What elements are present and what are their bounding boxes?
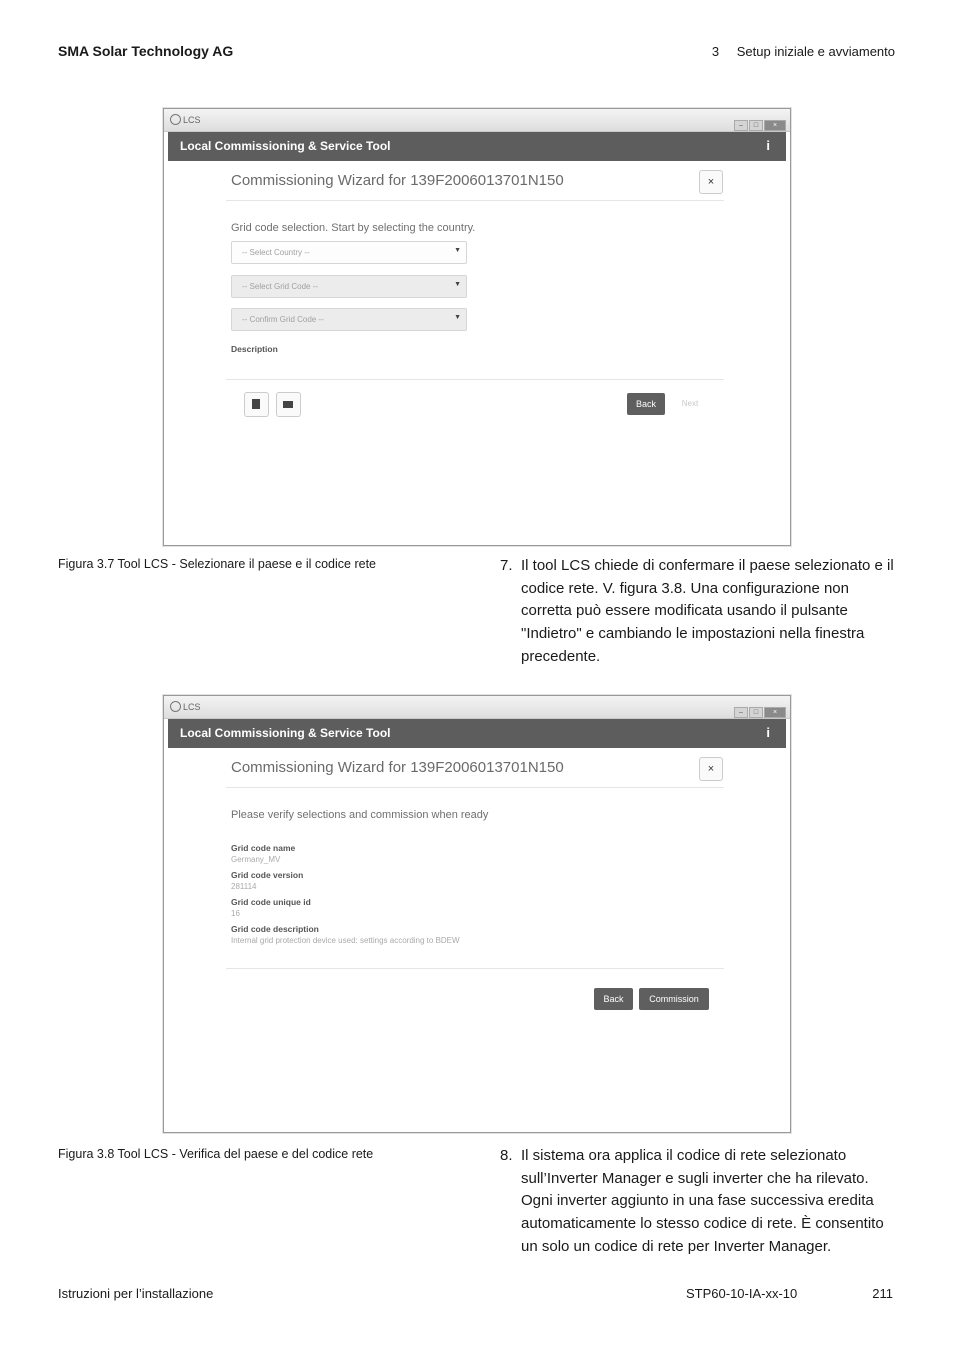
confirm-grid-code-label: -- Confirm Grid Code --	[242, 315, 324, 324]
info-icon[interactable]: i	[766, 725, 770, 740]
description-label: Description	[231, 344, 278, 354]
wizard-title: Commissioning Wizard for 139F2006013701N150	[231, 172, 564, 189]
chevron-down-icon: ▼	[454, 314, 461, 321]
grid-code-version-label: Grid code version	[231, 870, 304, 880]
app-header	[168, 132, 786, 161]
chevron-down-icon: ▼	[454, 281, 461, 288]
lcs-screenshot-country-selection	[163, 108, 791, 546]
grid-code-id-label: Grid code unique id	[231, 897, 311, 907]
grid-code-description-value: Internal grid protection device used: settings according to BDEW	[231, 936, 460, 945]
wizard-title: Commissioning Wizard for 139F2006013701N150	[231, 759, 564, 776]
back-button[interactable]: Back	[594, 988, 633, 1010]
confirm-grid-code-select[interactable]	[231, 308, 467, 331]
chapter-heading	[712, 44, 895, 59]
chapter-title: Setup iniziale e avviamento	[736, 44, 895, 59]
app-header	[168, 719, 786, 748]
divider	[226, 200, 724, 201]
file-icon	[252, 399, 260, 409]
folder-icon	[283, 401, 293, 408]
divider	[226, 787, 724, 788]
window-controls	[733, 114, 786, 132]
verify-prompt: Please verify selections and commission when ready	[231, 809, 489, 821]
footer-document-code: STP60-10-IA-xx-10	[686, 1286, 798, 1301]
company-name: SMA Solar Technology AG	[58, 43, 234, 59]
window-title: LCS	[183, 702, 201, 712]
step-text: Il tool LCS chiede di confermare il paese selezionato e il codice rete. V. figura 3.8. Una configurazione non corretta può essere modificata usando il pulsante "Indietro" e cambiando le impostazioni nella finestra precedente.	[521, 557, 894, 665]
back-button[interactable]: Back	[627, 393, 665, 415]
figure-caption-3-8: Figura 3.8 Tool LCS - Verifica del paese e del codice rete	[58, 1147, 374, 1161]
chevron-down-icon: ▼	[454, 247, 461, 254]
window-logo	[170, 701, 201, 712]
minimize-icon[interactable]: –	[734, 707, 748, 718]
grid-code-select-label: -- Select Grid Code --	[242, 282, 319, 291]
window-title: LCS	[183, 115, 201, 125]
folder-button[interactable]	[276, 392, 301, 417]
step-8	[500, 1145, 900, 1259]
file-button[interactable]	[244, 392, 269, 417]
divider	[226, 968, 724, 969]
window-logo	[170, 114, 201, 125]
grid-code-prompt: Grid code selection. Start by selecting the country.	[231, 222, 476, 234]
step-text: Il sistema ora applica il codice di rete selezionato sull’Inverter Manager e sugli inverter che ha rilevato. Ogni inverter aggiunto in una fase successiva eredita automaticamente lo stesso codice di rete. È consentito un solo un codice di rete per Inverter Manager.	[521, 1147, 884, 1255]
step-7	[500, 555, 900, 669]
window-controls	[733, 701, 786, 719]
maximize-icon[interactable]: □	[749, 707, 763, 718]
country-select-label: -- Select Country --	[242, 248, 310, 257]
footer-document-type: Istruzioni per l’installazione	[58, 1286, 214, 1301]
figure-caption-3-7: Figura 3.7 Tool LCS - Selezionare il paese e il codice rete	[58, 557, 376, 571]
close-window-icon[interactable]: ×	[764, 120, 786, 131]
window-titlebar	[164, 109, 790, 132]
grid-code-select[interactable]	[231, 275, 467, 298]
window-titlebar	[164, 696, 790, 719]
page-number: 211	[872, 1286, 893, 1301]
grid-code-name-value: Germany_MV	[231, 855, 281, 864]
step-number: 7.	[500, 557, 513, 574]
commission-button[interactable]: Commission	[639, 988, 709, 1010]
divider	[226, 379, 724, 380]
close-button[interactable]: ×	[699, 757, 723, 781]
grid-code-description-label: Grid code description	[231, 924, 319, 934]
close-window-icon[interactable]: ×	[764, 707, 786, 718]
minimize-icon[interactable]: –	[734, 120, 748, 131]
close-button[interactable]: ×	[699, 170, 723, 194]
maximize-icon[interactable]: □	[749, 120, 763, 131]
app-title: Local Commissioning & Service Tool	[180, 139, 391, 153]
info-icon[interactable]: i	[766, 138, 770, 153]
grid-code-id-value: 16	[231, 909, 240, 918]
lcs-screenshot-verify-selection	[163, 695, 791, 1133]
globe-icon	[170, 114, 181, 125]
grid-code-version-value: 281114	[231, 882, 257, 891]
globe-icon	[170, 701, 181, 712]
next-button[interactable]: Next	[681, 399, 699, 408]
chapter-number: 3	[711, 44, 720, 59]
app-title: Local Commissioning & Service Tool	[180, 726, 391, 740]
step-number: 8.	[500, 1147, 513, 1164]
grid-code-name-label: Grid code name	[231, 843, 296, 853]
country-select[interactable]	[231, 241, 467, 264]
